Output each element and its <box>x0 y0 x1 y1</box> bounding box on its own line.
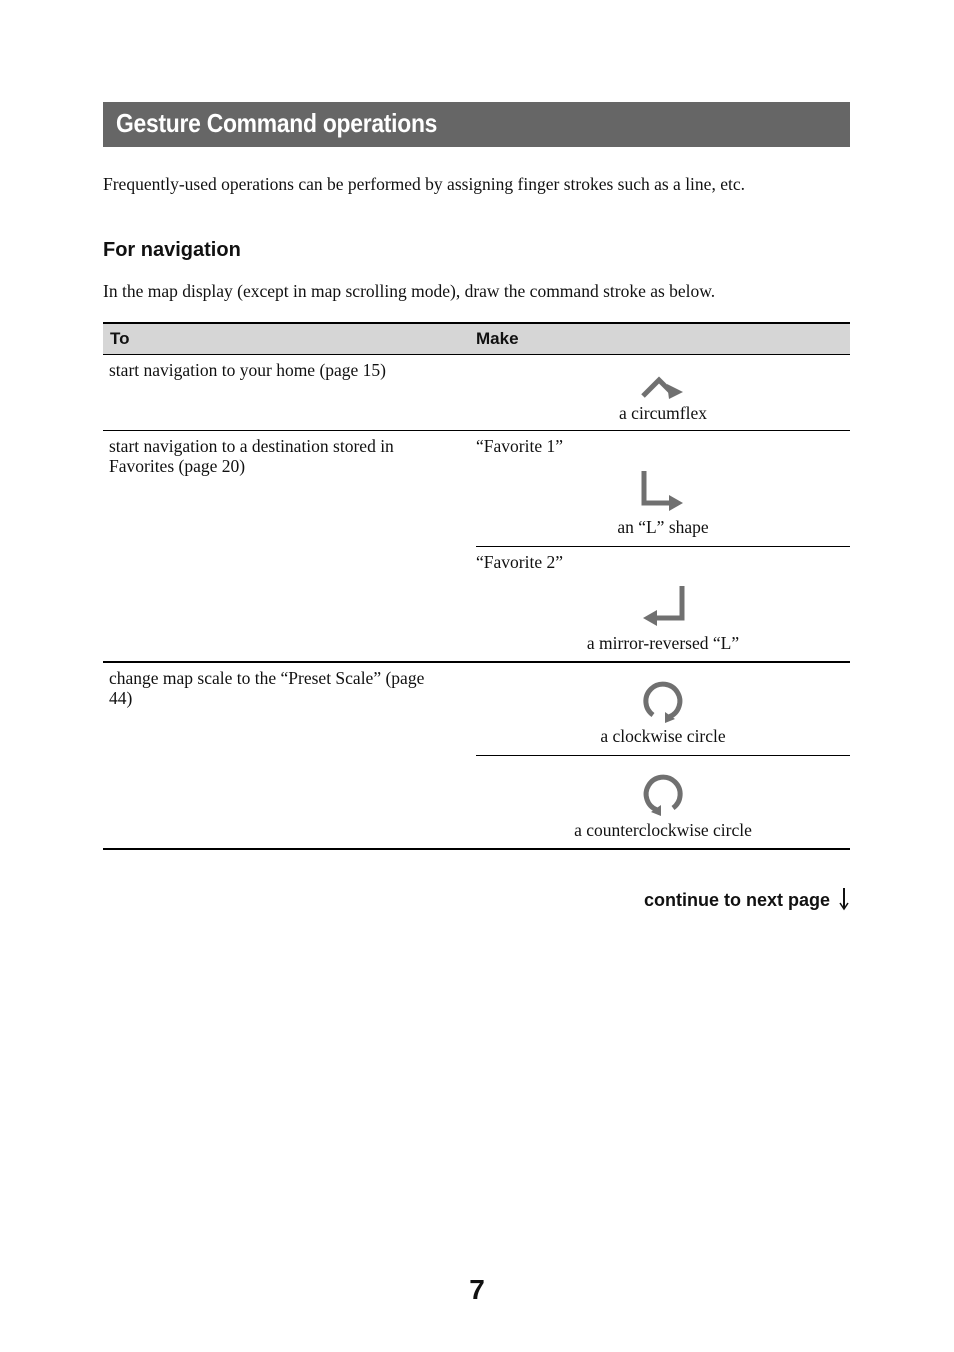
gesture-table <box>103 322 850 850</box>
table-header <box>103 322 850 355</box>
gesture-label: a counterclockwise circle <box>574 820 752 840</box>
column-header-make: Make <box>476 329 519 348</box>
intro-text: Frequently-used operations can be performed by assigning finger strokes such as a line, etc. <box>103 174 745 194</box>
row-home-action: start navigation to your home (page 15) <box>109 360 387 380</box>
section-title-bar <box>103 102 850 147</box>
counterclockwise-circle-stroke-icon <box>639 772 687 816</box>
gesture-label: a circumflex <box>619 403 707 423</box>
column-header-to: To <box>110 329 130 348</box>
gesture-favorite-2 <box>476 547 850 662</box>
favorite-1-name: “Favorite 1” <box>476 436 563 456</box>
circumflex-stroke-icon <box>639 370 687 400</box>
gesture-favorite-1 <box>476 431 850 546</box>
gesture-label: a clockwise circle <box>600 726 726 746</box>
gesture-circumflex <box>476 358 850 431</box>
continue-note <box>644 887 850 911</box>
page-title: Gesture Command operations <box>116 108 438 138</box>
gesture-label: a mirror-reversed “L” <box>586 633 740 653</box>
gesture-counterclockwise-circle <box>476 756 850 848</box>
section-description: In the map display (except in map scrolling mode), draw the command stroke as below. <box>103 281 716 301</box>
gesture-label: an “L” shape <box>617 517 709 537</box>
arrow-down-icon <box>838 887 850 911</box>
row-favorites-action: start navigation to a destination stored in Favorites (page 20) <box>109 436 394 476</box>
section-heading: For navigation <box>103 239 241 261</box>
table-bottom-rule <box>103 848 850 850</box>
continue-text: continue to next page <box>643 890 830 910</box>
gesture-clockwise-circle <box>476 663 850 755</box>
l-shape-stroke-icon <box>639 469 687 513</box>
clockwise-circle-stroke-icon <box>639 679 687 723</box>
favorite-2-name: “Favorite 2” <box>476 552 563 572</box>
page-number: 7 <box>469 1274 485 1305</box>
mirror-l-stroke-icon <box>639 584 687 628</box>
row-preset-scale-action: change map scale to the “Preset Scale” (page 44) <box>109 668 425 708</box>
